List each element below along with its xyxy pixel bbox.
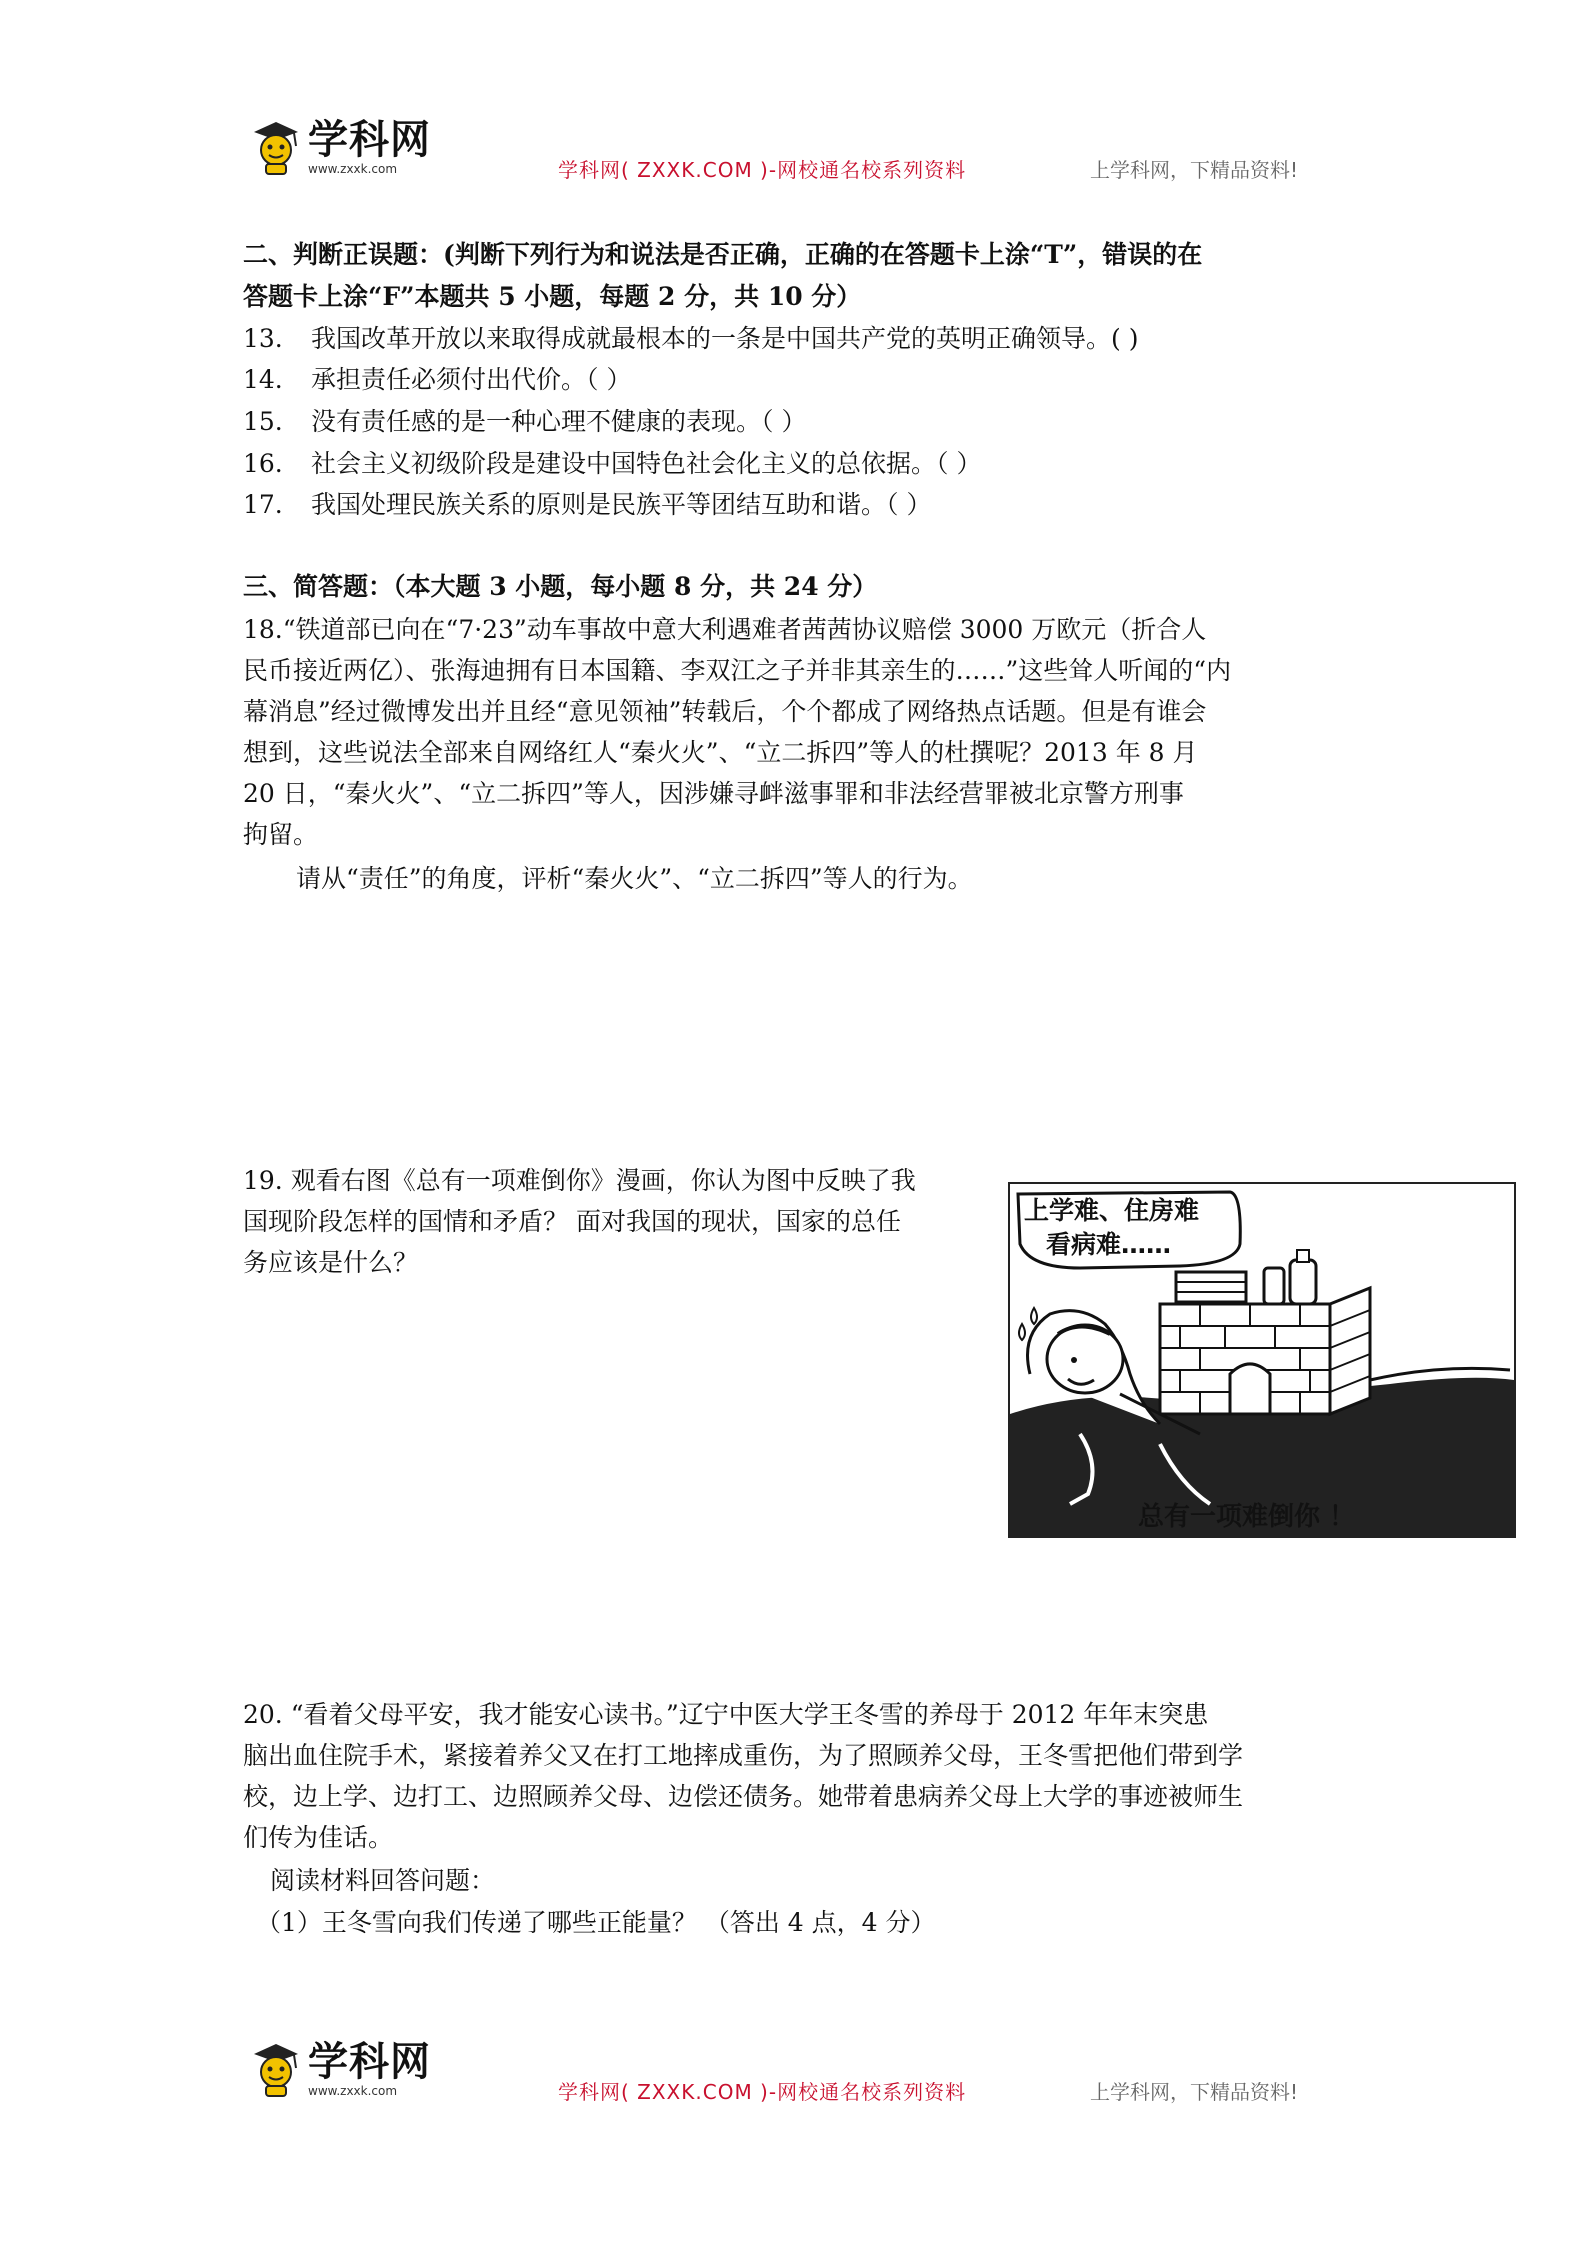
q18-line: 18.“铁道部已向在“7·23”动车事故中意大利遇难者茜茜协议赔偿 3000 万欧元（折合人: [243, 615, 1207, 644]
cartoon-bubble-line2: 看病难……: [1046, 1230, 1172, 1259]
question-18: [243, 609, 1231, 855]
footer-center-text: 学科网( ZXXK.COM )-网校通名校系列资料: [558, 2080, 967, 2104]
mascot-icon: [250, 118, 302, 176]
q18-line: 幕消息”经过微博发出并且经“意见领袖”转载后，个个都成了网络热点话题。但是有谁会: [243, 697, 1207, 726]
logo-url: www.zxxk.com: [308, 2084, 398, 2098]
cartoon-caption: 总有一项难倒你 ！: [1138, 1502, 1356, 1532]
question-15: [243, 401, 806, 442]
question-number: 13.: [243, 324, 283, 353]
q20-line: 脑出血住院手术，紧接着养父又在打工地摔成重伤，为了照顾养父母，王冬雪把他们带到学: [243, 1741, 1244, 1770]
question-text: 没有责任感的是一种心理不健康的表现。（ ）: [311, 407, 807, 436]
q20-line: 们传为佳话。: [243, 1823, 394, 1852]
question-13: [243, 318, 1138, 359]
q19-line: 19. 观看右图《总有一项难倒你》漫画，你认为图中反映了我: [243, 1166, 916, 1195]
logo-url: www.zxxk.com: [308, 162, 398, 176]
footer-right-text: 上学科网，下精品资料!: [1090, 2080, 1299, 2104]
cartoon-bubble-line1: 上学难、住房难: [1024, 1196, 1200, 1225]
question-20: [243, 1694, 1243, 1858]
q20-instruction: 阅读材料回答问题：: [270, 1866, 496, 1895]
q19-line: 务应该是什么？: [243, 1248, 419, 1277]
question-text: 我国处理民族关系的原则是民族平等团结互助和谐。（ ）: [311, 490, 932, 519]
question-number: 15.: [243, 407, 283, 436]
q18-line: 民币接近两亿）、张海迪拥有日本国籍、李双江之子并非其亲生的……”这些耸人听闻的“内: [243, 656, 1232, 685]
question-14: [243, 359, 631, 400]
header-right-text: 上学科网，下精品资料!: [1090, 158, 1299, 182]
section3-title: 三、简答题：（本大题 3 小题，每小题 8 分，共 24 分）: [243, 572, 878, 601]
cartoon-image: [1008, 1182, 1516, 1538]
question-19: [243, 1160, 916, 1283]
q18-prompt: 请从“责任”的角度，评析“秦火火”、“立二拆四”等人的行为。: [296, 864, 973, 893]
question-number: 14.: [243, 365, 283, 394]
mascot-icon: [250, 2040, 302, 2098]
header-logo: [250, 118, 431, 176]
question-text: 承担责任必须付出代价。（ ）: [311, 365, 632, 394]
q20-line: 校，边上学、边打工、边照顾养父母、边偿还债务。她带着患病养父母上大学的事迹被师生: [243, 1782, 1244, 1811]
question-17: [243, 484, 931, 525]
q18-line: 20 日，“秦火火”、“立二拆四”等人，因涉嫌寻衅滋事罪和非法经营罪被北京警方刑事: [243, 779, 1184, 808]
logo-name: 学科网: [308, 2039, 431, 2085]
footer-logo: [250, 2040, 431, 2098]
q20-subquestion-1: （1）王冬雪向我们传递了哪些正能量？ （答出 4 点，4 分）: [256, 1908, 936, 1937]
section2-title-line2: 答题卡上涂“F”本题共 5 小题，每题 2 分，共 10 分）: [243, 282, 862, 311]
header-center-text: 学科网( ZXXK.COM )-网校通名校系列资料: [558, 158, 967, 182]
question-number: 17.: [243, 490, 283, 519]
q20-line: 20. “看着父母平安，我才能安心读书。”辽宁中医大学王冬雪的养母于 2012 年年末突患: [243, 1700, 1209, 1729]
question-text: 我国改革开放以来取得成就最根本的一条是中国共产党的英明正确领导。( ): [311, 324, 1139, 353]
logo-name: 学科网: [308, 117, 431, 163]
question-text: 社会主义初级阶段是建设中国特色社会化主义的总依据。（ ）: [311, 449, 982, 478]
question-number: 16.: [243, 449, 283, 478]
section2-title-line1: 二、判断正误题：(判断下列行为和说法是否正确，正确的在答题卡上涂“T”，错误的在: [243, 240, 1203, 269]
question-16: [243, 443, 981, 484]
q18-line: 拘留。: [243, 820, 319, 849]
q19-line: 国现阶段怎样的国情和矛盾？ 面对我国的现状，国家的总任: [243, 1207, 901, 1236]
q18-line: 想到，这些说法全部来自网络红人“秦火火”、“立二拆四”等人的杜撰呢？2013 年 8 月: [243, 738, 1198, 767]
